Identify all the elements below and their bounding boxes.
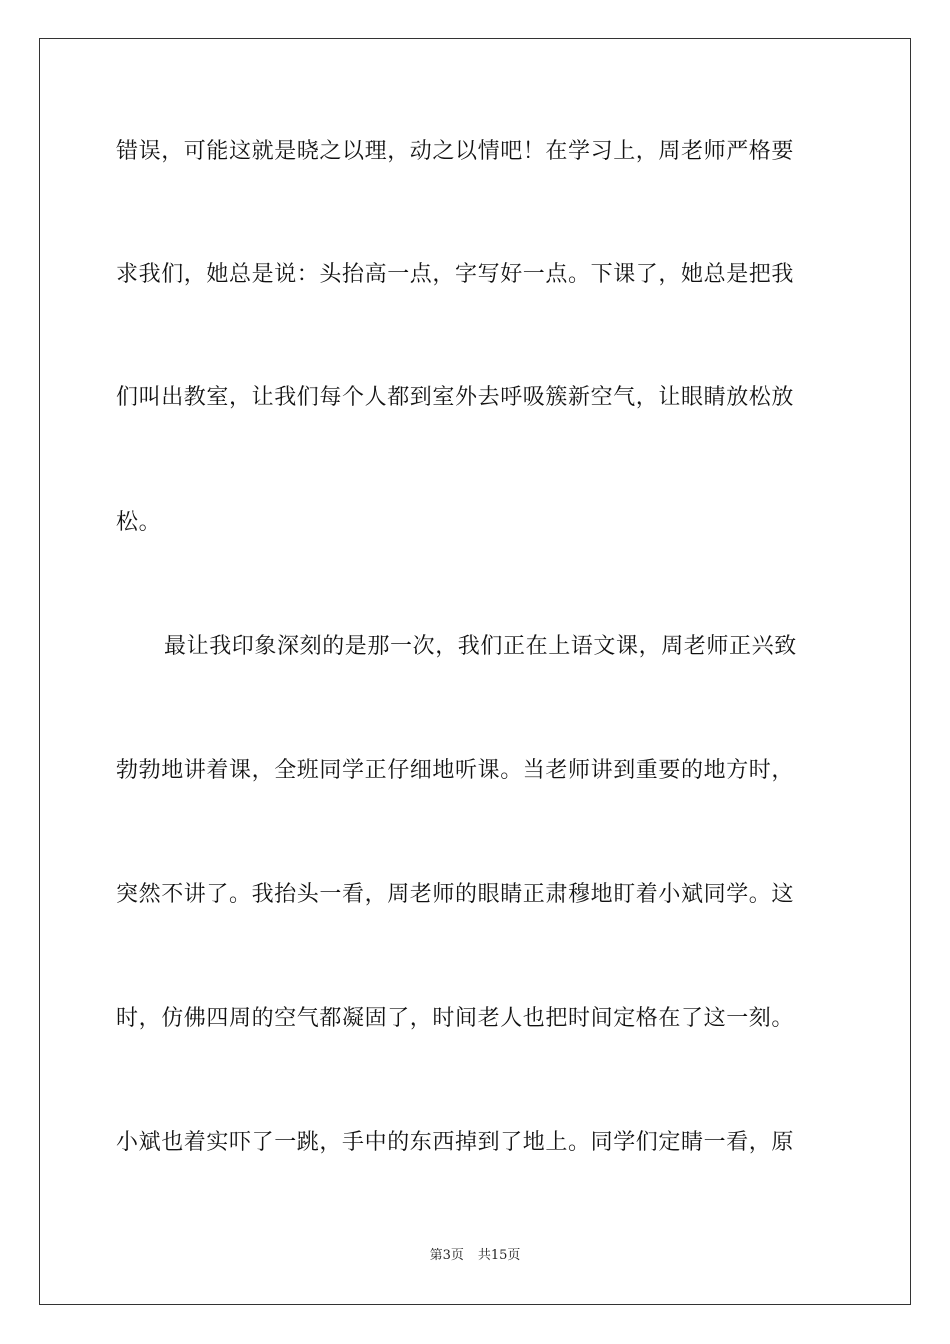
text-line-5-paragraph-start: 最让我印象深刻的是那一次，我们正在上语文课，周老师正兴致 (164, 634, 797, 659)
text-line-8: 时，仿佛四周的空气都凝固了，时间老人也把时间定格在了这一刻。 (116, 1006, 795, 1031)
text-line-6: 勃勃地讲着课，全班同学正仔细地听课。当老师讲到重要的地方时， (116, 758, 795, 783)
text-line-2: 求我们，她总是说：头抬高一点，字写好一点。下课了，她总是把我 (116, 262, 795, 287)
text-line-1: 错误，可能这就是晓之以理，动之以情吧！在学习上，周老师严格要 (116, 139, 795, 164)
page-border (39, 38, 911, 1305)
text-line-3: 们叫出教室，让我们每个人都到室外去呼吸簇新空气，让眼睛放松放 (116, 385, 795, 410)
text-line-7: 突然不讲了。我抬头一看，周老师的眼睛正肃穆地盯着小斌同学。这 (116, 882, 795, 907)
page-footer (0, 1248, 950, 1264)
page-count: 共15页 (477, 1248, 521, 1263)
page-number: 第3页 (429, 1248, 464, 1263)
text-line-4: 松。 (116, 510, 162, 535)
text-line-9: 小斌也着实吓了一跳，手中的东西掉到了地上。同学们定睛一看，原 (116, 1130, 795, 1155)
